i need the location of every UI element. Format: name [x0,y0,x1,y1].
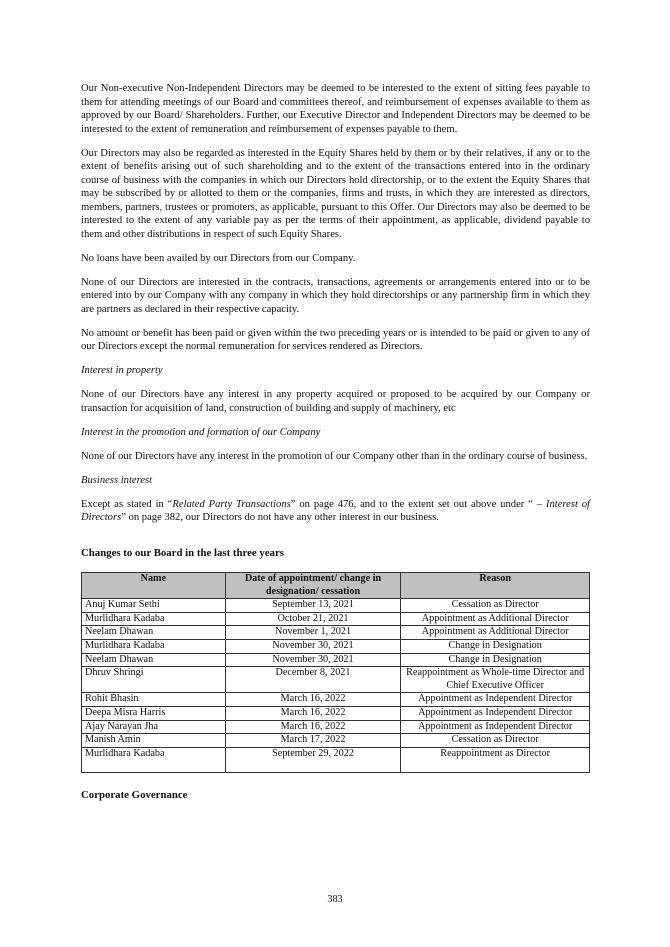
cell-date: December 8, 2021 [225,667,401,693]
table-header-row [82,573,590,599]
cell-name: Anuj Kumar Sethi [82,599,226,613]
text-segment: ” on page 382, our Directors do not have any other interest in our business. [121,512,439,523]
cell-date: November 30, 2021 [225,653,401,667]
cell-date: October 21, 2021 [225,612,401,626]
cell-reason: Appointment as Independent Director [401,693,590,707]
table-row [82,706,590,720]
cell-name: Manish Amin [82,734,226,748]
cell-name: Murlidhara Kadaba [82,747,226,772]
heading-corporate-governance: Corporate Governance [81,788,188,801]
heading-interest-in-promotion: Interest in the promotion and formation of our Company [81,426,321,438]
heading-interest-in-property: Interest in property [81,365,163,376]
cell-date: March 17, 2022 [225,734,401,748]
column-header-name: Name [82,573,226,599]
paragraph-sitting-fees: Our Non-executive Non-Independent Directors may be deemed to be interested to the extent of sitting fees payable to them for attending meetings of our Board and committees thereof, and reimbursement of expenses available to them as approved by our Board/ Shareholders. Further, our Executive Director and Independent Directors may be deemed to be interested to the extent of remuneration and reimbursement of expenses payable to them. [81,83,590,135]
cell-date: November 1, 2021 [225,626,401,640]
cell-name: Ajay Narayan Jha [82,720,226,734]
cell-name: Neelam Dhawan [82,626,226,640]
cell-date: September 29, 2022 [225,747,401,772]
column-header-reason: Reason [401,573,590,599]
cell-reason: Reappointment as Director [401,747,590,772]
column-header-date: Date of appointment/ change in designation/ cessation [225,573,401,599]
heading-board-changes: Changes to our Board in the last three years [81,546,284,559]
cell-name: Murlidhara Kadaba [82,612,226,626]
paragraph-no-loans: No loans have been availed by our Directors from our Company. [81,252,356,264]
paragraph-interest-in-property: None of our Directors have any interest in any property acquired or proposed to be acquired by our Company or transaction for acquisition of land, construction of building and supply of machinery, etc [81,389,590,414]
text-segment: ” on page 476, and to the extent set out above under “ [290,498,537,510]
cell-name: Deepa Misra Harris [82,706,226,720]
cell-date: March 16, 2022 [225,693,401,707]
paragraph-interest-in-promotion: None of our Directors have any interest in the promotion of our Company other than in the ordinary course of business. [81,450,588,462]
cross-reference-related-party: Related Party Transactions [172,498,291,510]
cell-reason: Appointment as Independent Director [401,706,590,720]
cell-date: September 13, 2021 [225,599,401,613]
table-row [82,626,590,640]
cell-reason: Cessation as Director [401,599,590,613]
table-row [82,599,590,613]
paragraph-no-benefits: No amount or benefit has been paid or given within the two preceding years or is intended to be paid or given to any of our Directors except the normal remuneration for services rendered as Directors. [81,327,590,352]
cross-reference-interest-of-directors: – Interest of Directors [81,498,591,523]
table-row [82,747,590,772]
table-row [82,612,590,626]
table-row [82,734,590,748]
cell-name: Rohit Bhasin [82,693,226,707]
cell-date: November 30, 2021 [225,639,401,653]
table-row [82,639,590,653]
document-page [81,82,590,802]
cell-reason: Appointment as Additional Director [401,612,590,626]
table-row [82,667,590,693]
table-row [82,653,590,667]
cell-name: Dhruv Shringi [82,667,226,693]
cell-reason: Appointment as Additional Director [401,626,590,640]
paragraph-equity-shares-interest: Our Directors may also be regarded as interested in the Equity Shares held by them or by their relatives, if any or to the extent of benefits arising out of such shareholding and to the extent of the transactions entered into in the ordinary course of business with the companies in which our Directors hold directorship, or to the extent the Equity Shares that may be subscribed by or allotted to them or the companies, firms and trusts, in which they are interested as directors, members, partners, trustees or promoters, as applicable, pursuant to this Offer. Our Directors may also be deemed to be interested to the extent of any variable pay as per the terms of their appointment, as applicable, dividend payable to them and other distributions in respect of such Equity Shares. [81,147,590,240]
paragraph-business-interest [81,498,590,525]
cell-reason: Appointment as Independent Director [401,720,590,734]
cell-reason: Change in Designation [401,639,590,653]
cell-date: March 16, 2022 [225,720,401,734]
text-segment: Except as stated in “ [81,498,173,510]
cell-name: Neelam Dhawan [82,653,226,667]
cell-name: Murlidhara Kadaba [82,639,226,653]
heading-business-interest: Business interest [81,474,153,486]
table-row [82,693,590,707]
board-changes-table [81,572,590,773]
table-row [82,720,590,734]
cell-reason: Cessation as Director [401,734,590,748]
cell-date: March 16, 2022 [225,706,401,720]
paragraph-contracts-interest: None of our Directors are interested in the contracts, transactions, agreements or arrangements entered into or to be entered into by our Company with any company in which they hold directorships or any partnership firm in which they are partners as declared in their respective capacity. [81,276,590,315]
cell-reason: Reappointment as Whole-time Director and Chief Executive Officer [401,667,590,693]
page-number: 383 [327,894,343,905]
cell-reason: Change in Designation [401,653,590,667]
